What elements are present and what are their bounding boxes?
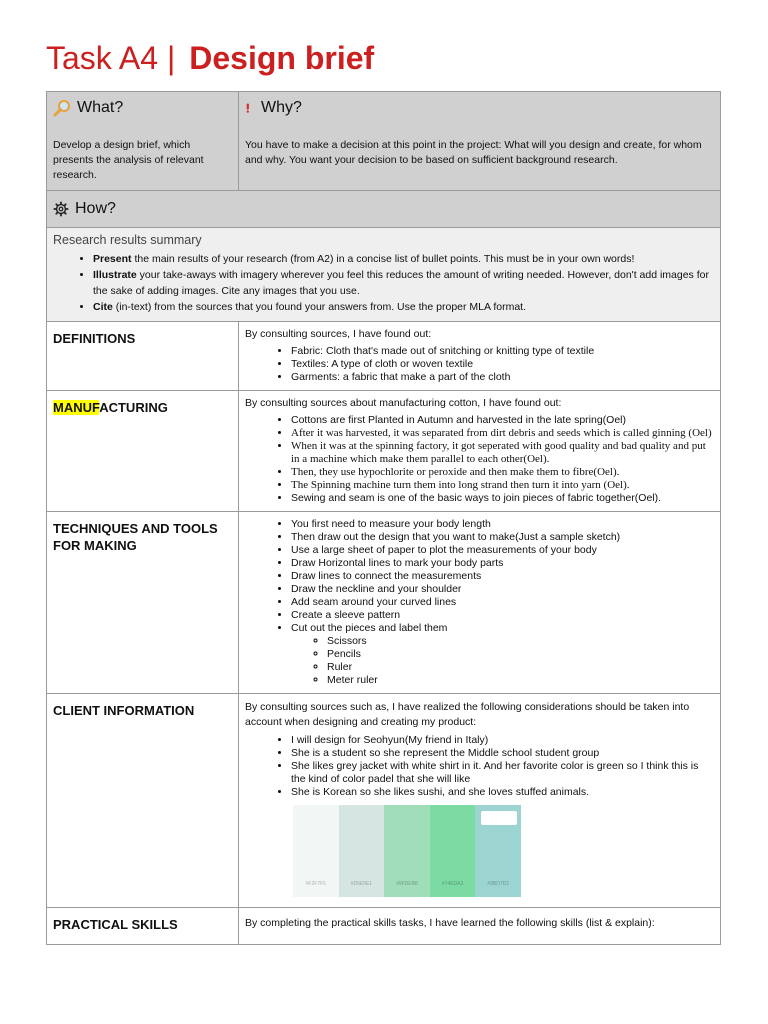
techniques-row	[47, 512, 721, 694]
design-brief-table	[46, 91, 721, 945]
techniques-list	[245, 518, 714, 687]
what-why-row	[47, 92, 721, 191]
list-item: ◦ Pencils	[327, 648, 714, 661]
list-item: • She is Korean so she likes sushi, and she loves stuffed animals.	[291, 786, 714, 799]
tools-list	[291, 635, 714, 687]
list-item: • Draw the neckline and your shoulder	[291, 583, 714, 596]
color-swatch: #9BD7D2	[475, 805, 521, 897]
client-list	[245, 734, 714, 799]
how-row	[47, 191, 721, 228]
list-item: • Illustrate your take-aways with imagery wherever you feel this reduces the amount of writing needed. However, don't add images for the sake of adding images. Cite any images that you use.	[93, 267, 714, 299]
color-palette-image	[293, 805, 521, 897]
client-content	[239, 694, 721, 908]
list-item: • Use a large sheet of paper to plot the measurements of your body	[291, 544, 714, 557]
list-item: • Then, they use hypochlorite or peroxide and then make them to fibre(Oel).	[291, 466, 714, 479]
list-item: • She is a student so she represent the Middle school student group	[291, 747, 714, 760]
list-item: • Cottons are first Planted in Autumn and harvested in the late spring(Oel)	[291, 414, 714, 427]
title-task: Task A4 |	[46, 40, 176, 76]
definitions-content	[239, 322, 721, 391]
list-item: • Then draw out the design that you want to make(Just a sample sketch)	[291, 531, 714, 544]
definitions-row	[47, 322, 721, 391]
why-cell	[239, 92, 721, 191]
list-item: • Textiles: A type of cloth or woven textile	[291, 358, 714, 371]
practical-intro: By completing the practical skills tasks, I have learned the following skills (list & explain):	[245, 917, 655, 929]
list-item: • Draw Horizontal lines to mark your body parts	[291, 557, 714, 570]
color-swatch: #F2F7F5	[293, 805, 339, 897]
how-label: How?	[75, 200, 116, 217]
list-item: • She likes grey jacket with white shirt in it. And her favorite color is green so I think this is the kind of color padel that she will like	[291, 760, 714, 786]
practical-row	[47, 908, 721, 945]
magnifier-icon	[53, 99, 71, 117]
color-swatch: #D5E5E1	[339, 805, 385, 897]
list-item: ◦ Meter ruler	[327, 674, 714, 687]
list-item: • The Spinning machine turn them into long strand then turn it into yarn (Oel).	[291, 479, 714, 492]
why-label: Why?	[261, 99, 302, 116]
manufacturing-highlight: MANUF	[53, 400, 100, 415]
list-item: • Sewing and seam is one of the basic ways to join pieces of fabric together(Oel).	[291, 492, 714, 505]
summary-list	[53, 251, 714, 315]
exclamation-icon	[245, 99, 255, 117]
manufacturing-list	[245, 414, 714, 505]
techniques-label: TECHNIQUES AND TOOLS FOR MAKING	[47, 512, 239, 694]
summary-row	[47, 228, 721, 322]
what-cell	[47, 92, 239, 191]
color-swatch: #74EDA3	[430, 805, 476, 897]
manufacturing-intro: By consulting sources about manufacturing cotton, I have found out:	[245, 397, 562, 409]
list-item: • You first need to measure your body length	[291, 518, 714, 531]
manufacturing-content	[239, 391, 721, 512]
list-item: • Draw lines to connect the measurements	[291, 570, 714, 583]
list-item: • Cut out the pieces and label them ◦ Scissors ◦ Pencils ◦ Ruler ◦ Meter ruler	[291, 622, 714, 687]
definitions-label: DEFINITIONS	[47, 322, 239, 391]
techniques-content	[239, 512, 721, 694]
gear-icon	[53, 201, 69, 217]
summary-title: Research results summary	[53, 233, 202, 247]
definitions-list	[245, 345, 714, 384]
page-title	[46, 40, 374, 84]
what-label: What?	[77, 99, 124, 116]
practical-label: PRACTICAL SKILLS	[47, 908, 239, 945]
list-item: • Present the main results of your research (from A2) in a concise list of bullet points. This must be in your own words!	[93, 251, 714, 267]
client-row	[47, 694, 721, 908]
title-design-brief: Design brief	[189, 40, 375, 76]
how-cell	[47, 191, 721, 228]
list-item: • Fabric: Cloth that's made out of snitching or knitting type of textile	[291, 345, 714, 358]
summary-cell	[47, 228, 721, 322]
color-swatch: #9FDEB8	[384, 805, 430, 897]
list-item: • Add seam around your curved lines	[291, 596, 714, 609]
list-item: • Create a sleeve pattern	[291, 609, 714, 622]
client-label: CLIENT INFORMATION	[47, 694, 239, 908]
list-item: • I will design for Seohyun(My friend in Italy)	[291, 734, 714, 747]
list-item: • Garments: a fabric that make a part of the cloth	[291, 371, 714, 384]
list-item: ◦ Ruler	[327, 661, 714, 674]
palette-thumbnail	[481, 811, 517, 825]
practical-content	[239, 908, 721, 945]
list-item: ◦ Scissors	[327, 635, 714, 648]
client-intro: By consulting sources such as, I have realized the following considerations should be taken into account when designing and creating my product:	[245, 701, 690, 728]
definitions-intro: By consulting sources, I have found out:	[245, 328, 432, 340]
why-text: You have to make a decision at this point in the project: What will you design and create, for whom and why. You want your decision to be based on sufficient background research.	[245, 139, 702, 166]
manufacturing-row	[47, 391, 721, 512]
list-item: • Cite (in-text) from the sources that you found your answers from. Use the proper MLA format.	[93, 299, 714, 315]
what-text: Develop a design brief, which presents the analysis of relevant research.	[53, 139, 204, 181]
list-item: • When it was at the spinning factory, it got seperated with good quality and bad quality and put in a machine which make them parallel to each other(Oel).	[291, 440, 714, 466]
list-item: • After it was harvested, it was separated from dirt debris and seeds which is called ginning (Oel)	[291, 427, 714, 440]
manufacturing-label: MANUFACTURING	[47, 391, 239, 512]
